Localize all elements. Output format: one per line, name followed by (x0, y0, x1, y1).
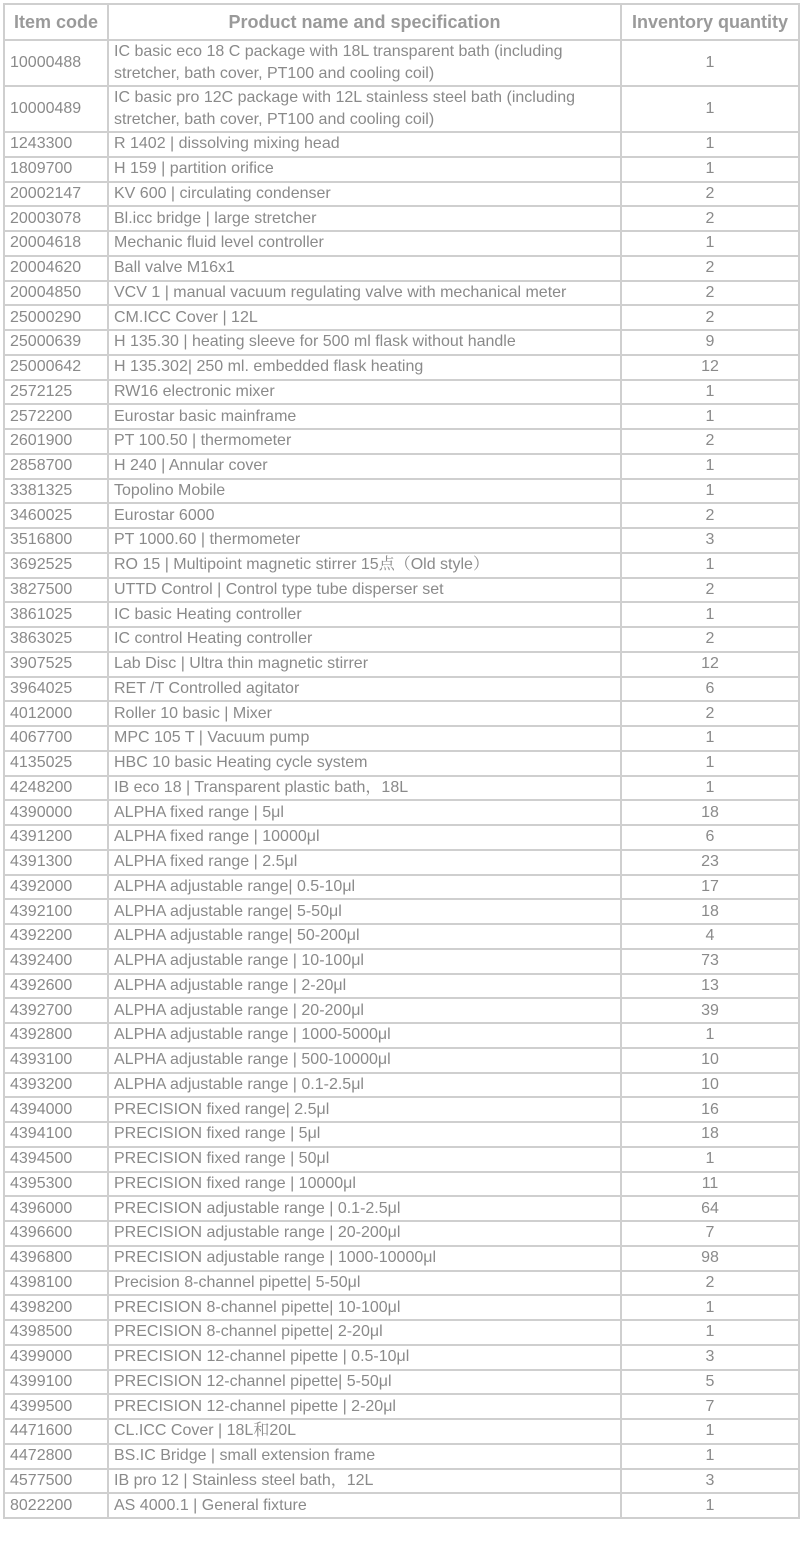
table-row (4, 578, 799, 603)
table-row (4, 1345, 799, 1370)
product-name-cell: CM.ICC Cover | 12L (108, 305, 621, 330)
product-name-cell: IB eco 18 | Transparent plastic bath，18L (108, 776, 621, 801)
item-code-cell: 4394000 (4, 1097, 108, 1122)
product-name-cell: PRECISION 8-channel pipette| 2-20μl (108, 1320, 621, 1345)
product-name-cell: Eurostar 6000 (108, 503, 621, 528)
inventory-quantity-cell: 1 (621, 479, 799, 504)
item-code-cell: 4248200 (4, 776, 108, 801)
product-name-cell: MPC 105 T | Vacuum pump (108, 726, 621, 751)
inventory-quantity-cell: 23 (621, 850, 799, 875)
product-name-cell: PRECISION 12-channel pipette | 0.5-10μl (108, 1345, 621, 1370)
table-row (4, 1295, 799, 1320)
product-name-cell: UTTD Control | Control type tube disperser set (108, 578, 621, 603)
table-row (4, 949, 799, 974)
product-name-cell: IC basic Heating controller (108, 602, 621, 627)
header-product-name: Product name and specification (108, 4, 621, 40)
inventory-quantity-cell: 1 (621, 454, 799, 479)
inventory-quantity-cell: 1 (621, 157, 799, 182)
product-name-cell: PRECISION adjustable range | 0.1-2.5μl (108, 1196, 621, 1221)
product-name-cell: Lab Disc | Ultra thin magnetic stirrer (108, 652, 621, 677)
table-row (4, 1147, 799, 1172)
table-body (4, 40, 799, 1518)
item-code-cell: 4399100 (4, 1370, 108, 1395)
item-code-cell: 4398100 (4, 1271, 108, 1296)
inventory-quantity-cell: 17 (621, 875, 799, 900)
product-name-cell: PRECISION fixed range | 10000μl (108, 1172, 621, 1197)
product-name-cell: Topolino Mobile (108, 479, 621, 504)
product-name-cell: IC basic eco 18 C package with 18L transparent bath (including stretcher, bath cover, PT100 and cooling coil) (108, 40, 621, 86)
product-name-cell: PRECISION adjustable range | 20-200μl (108, 1221, 621, 1246)
inventory-quantity-cell: 3 (621, 1469, 799, 1494)
inventory-quantity-cell: 1 (621, 231, 799, 256)
product-name-cell: PRECISION adjustable range | 1000-10000μl (108, 1246, 621, 1271)
inventory-quantity-cell: 7 (621, 1221, 799, 1246)
inventory-quantity-cell: 2 (621, 429, 799, 454)
inventory-quantity-cell: 11 (621, 1172, 799, 1197)
table-row (4, 1048, 799, 1073)
table-header (4, 4, 799, 40)
inventory-quantity-cell: 2 (621, 627, 799, 652)
item-code-cell: 4392000 (4, 875, 108, 900)
item-code-cell: 4392800 (4, 1023, 108, 1048)
item-code-cell: 4577500 (4, 1469, 108, 1494)
inventory-quantity-cell: 7 (621, 1394, 799, 1419)
product-name-cell: VCV 1 | manual vacuum regulating valve with mechanical meter (108, 281, 621, 306)
product-name-cell: ALPHA fixed range | 2.5μl (108, 850, 621, 875)
item-code-cell: 25000642 (4, 355, 108, 380)
item-code-cell: 25000290 (4, 305, 108, 330)
inventory-quantity-cell: 2 (621, 182, 799, 207)
inventory-quantity-cell: 1 (621, 776, 799, 801)
table-row (4, 553, 799, 578)
table-row (4, 330, 799, 355)
inventory-quantity-cell: 1 (621, 1444, 799, 1469)
product-name-cell: HBC 10 basic Heating cycle system (108, 751, 621, 776)
item-code-cell: 20004620 (4, 256, 108, 281)
inventory-quantity-cell: 1 (621, 751, 799, 776)
item-code-cell: 4471600 (4, 1419, 108, 1444)
table-row (4, 429, 799, 454)
product-name-cell: PRECISION 8-channel pipette| 10-100μl (108, 1295, 621, 1320)
product-name-cell: BS.IC Bridge | small extension frame (108, 1444, 621, 1469)
item-code-cell: 2601900 (4, 429, 108, 454)
table-row (4, 850, 799, 875)
item-code-cell: 2858700 (4, 454, 108, 479)
product-name-cell: PT 100.50 | thermometer (108, 429, 621, 454)
table-row (4, 875, 799, 900)
product-name-cell: AS 4000.1 | General fixture (108, 1493, 621, 1518)
item-code-cell: 20004618 (4, 231, 108, 256)
item-code-cell: 4398200 (4, 1295, 108, 1320)
product-name-cell: Mechanic fluid level controller (108, 231, 621, 256)
inventory-quantity-cell: 4 (621, 924, 799, 949)
item-code-cell: 8022200 (4, 1493, 108, 1518)
inventory-quantity-cell: 64 (621, 1196, 799, 1221)
inventory-quantity-cell: 2 (621, 256, 799, 281)
item-code-cell: 3827500 (4, 578, 108, 603)
inventory-quantity-cell: 2 (621, 305, 799, 330)
inventory-quantity-cell: 1 (621, 602, 799, 627)
inventory-quantity-cell: 73 (621, 949, 799, 974)
product-name-cell: ALPHA adjustable range| 50-200μl (108, 924, 621, 949)
inventory-quantity-cell: 10 (621, 1048, 799, 1073)
inventory-quantity-cell: 13 (621, 974, 799, 999)
table-row (4, 1073, 799, 1098)
item-code-cell: 4398500 (4, 1320, 108, 1345)
product-name-cell: Precision 8-channel pipette| 5-50μl (108, 1271, 621, 1296)
product-name-cell: IC control Heating controller (108, 627, 621, 652)
table-row (4, 206, 799, 231)
product-name-cell: KV 600 | circulating condenser (108, 182, 621, 207)
table-row (4, 479, 799, 504)
table-row (4, 1370, 799, 1395)
inventory-quantity-cell: 1 (621, 1419, 799, 1444)
product-name-cell: ALPHA adjustable range| 5-50μl (108, 899, 621, 924)
item-code-cell: 4392600 (4, 974, 108, 999)
inventory-quantity-cell: 1 (621, 1493, 799, 1518)
table-row (4, 1097, 799, 1122)
inventory-table-container (3, 3, 798, 1519)
inventory-quantity-cell: 12 (621, 652, 799, 677)
table-row (4, 528, 799, 553)
inventory-quantity-cell: 3 (621, 1345, 799, 1370)
item-code-cell: 4012000 (4, 701, 108, 726)
table-row (4, 1320, 799, 1345)
item-code-cell: 4392200 (4, 924, 108, 949)
item-code-cell: 20002147 (4, 182, 108, 207)
item-code-cell: 3460025 (4, 503, 108, 528)
product-name-cell: H 135.30 | heating sleeve for 500 ml flask without handle (108, 330, 621, 355)
item-code-cell: 4393200 (4, 1073, 108, 1098)
table-row (4, 924, 799, 949)
table-row (4, 1493, 799, 1518)
inventory-quantity-cell: 2 (621, 1271, 799, 1296)
table-row (4, 1469, 799, 1494)
inventory-quantity-cell: 18 (621, 800, 799, 825)
item-code-cell: 4396000 (4, 1196, 108, 1221)
item-code-cell: 3516800 (4, 528, 108, 553)
inventory-quantity-cell: 10 (621, 1073, 799, 1098)
table-row (4, 751, 799, 776)
item-code-cell: 4392400 (4, 949, 108, 974)
item-code-cell: 1809700 (4, 157, 108, 182)
item-code-cell: 3964025 (4, 677, 108, 702)
product-name-cell: ALPHA adjustable range | 10-100μl (108, 949, 621, 974)
table-row (4, 86, 799, 132)
inventory-quantity-cell: 2 (621, 701, 799, 726)
table-row (4, 677, 799, 702)
item-code-cell: 4391200 (4, 825, 108, 850)
item-code-cell: 4135025 (4, 751, 108, 776)
item-code-cell: 4394100 (4, 1122, 108, 1147)
product-name-cell: Roller 10 basic | Mixer (108, 701, 621, 726)
inventory-quantity-cell: 2 (621, 503, 799, 528)
inventory-quantity-cell: 3 (621, 528, 799, 553)
product-name-cell: RET /T Controlled agitator (108, 677, 621, 702)
inventory-quantity-cell: 1 (621, 380, 799, 405)
inventory-quantity-cell: 18 (621, 1122, 799, 1147)
inventory-quantity-cell: 16 (621, 1097, 799, 1122)
inventory-quantity-cell: 1 (621, 1023, 799, 1048)
product-name-cell: ALPHA adjustable range | 500-10000μl (108, 1048, 621, 1073)
inventory-quantity-cell: 5 (621, 1370, 799, 1395)
table-row (4, 1122, 799, 1147)
header-inventory-quantity: Inventory quantity (621, 4, 799, 40)
inventory-quantity-cell: 1 (621, 86, 799, 132)
inventory-quantity-cell: 6 (621, 677, 799, 702)
item-code-cell: 20004850 (4, 281, 108, 306)
inventory-quantity-cell: 1 (621, 1320, 799, 1345)
table-row (4, 974, 799, 999)
table-row (4, 454, 799, 479)
header-row (4, 4, 799, 40)
product-name-cell: Eurostar basic mainframe (108, 404, 621, 429)
table-row (4, 1271, 799, 1296)
table-row (4, 404, 799, 429)
product-name-cell: PT 1000.60 | thermometer (108, 528, 621, 553)
item-code-cell: 4392100 (4, 899, 108, 924)
table-row (4, 701, 799, 726)
table-row (4, 726, 799, 751)
product-name-cell: ALPHA adjustable range | 20-200μl (108, 998, 621, 1023)
item-code-cell: 4392700 (4, 998, 108, 1023)
item-code-cell: 3861025 (4, 602, 108, 627)
product-name-cell: Bl.icc bridge | large stretcher (108, 206, 621, 231)
item-code-cell: 4394500 (4, 1147, 108, 1172)
item-code-cell: 4391300 (4, 850, 108, 875)
inventory-quantity-cell: 1 (621, 132, 799, 157)
table-row (4, 800, 799, 825)
table-row (4, 503, 799, 528)
inventory-quantity-cell: 1 (621, 553, 799, 578)
inventory-quantity-cell: 6 (621, 825, 799, 850)
product-name-cell: PRECISION fixed range| 2.5μl (108, 1097, 621, 1122)
inventory-quantity-cell: 2 (621, 578, 799, 603)
table-row (4, 652, 799, 677)
item-code-cell: 4393100 (4, 1048, 108, 1073)
product-name-cell: H 135.302| 250 ml. embedded flask heating (108, 355, 621, 380)
item-code-cell: 20003078 (4, 206, 108, 231)
table-row (4, 602, 799, 627)
inventory-quantity-cell: 18 (621, 899, 799, 924)
table-row (4, 281, 799, 306)
table-row (4, 1221, 799, 1246)
inventory-quantity-cell: 1 (621, 404, 799, 429)
inventory-quantity-cell: 1 (621, 40, 799, 86)
inventory-quantity-cell: 2 (621, 206, 799, 231)
product-name-cell: PRECISION fixed range | 50μl (108, 1147, 621, 1172)
product-name-cell: IB pro 12 | Stainless steel bath，12L (108, 1469, 621, 1494)
item-code-cell: 3692525 (4, 553, 108, 578)
item-code-cell: 4396800 (4, 1246, 108, 1271)
product-name-cell: PRECISION fixed range | 5μl (108, 1122, 621, 1147)
table-row (4, 40, 799, 86)
item-code-cell: 4472800 (4, 1444, 108, 1469)
item-code-cell: 4399000 (4, 1345, 108, 1370)
table-row (4, 1444, 799, 1469)
product-name-cell: CL.ICC Cover | 18L和20L (108, 1419, 621, 1444)
item-code-cell: 3863025 (4, 627, 108, 652)
product-name-cell: ALPHA adjustable range| 0.5-10μl (108, 875, 621, 900)
table-row (4, 256, 799, 281)
header-item-code: Item code (4, 4, 108, 40)
product-name-cell: PRECISION 12-channel pipette| 5-50μl (108, 1370, 621, 1395)
product-name-cell: ALPHA adjustable range | 1000-5000μl (108, 1023, 621, 1048)
table-row (4, 132, 799, 157)
inventory-quantity-cell: 98 (621, 1246, 799, 1271)
table-row (4, 627, 799, 652)
inventory-quantity-cell: 1 (621, 726, 799, 751)
table-row (4, 231, 799, 256)
product-name-cell: PRECISION 12-channel pipette | 2-20μl (108, 1394, 621, 1419)
inventory-quantity-cell: 12 (621, 355, 799, 380)
table-row (4, 1246, 799, 1271)
table-row (4, 998, 799, 1023)
item-code-cell: 2572200 (4, 404, 108, 429)
product-name-cell: H 240 | Annular cover (108, 454, 621, 479)
table-row (4, 776, 799, 801)
item-code-cell: 25000639 (4, 330, 108, 355)
table-row (4, 825, 799, 850)
product-name-cell: ALPHA adjustable range | 2-20μl (108, 974, 621, 999)
table-row (4, 355, 799, 380)
table-row (4, 182, 799, 207)
item-code-cell: 10000488 (4, 40, 108, 86)
table-row (4, 305, 799, 330)
product-name-cell: RW16 electronic mixer (108, 380, 621, 405)
table-row (4, 1196, 799, 1221)
product-name-cell: ALPHA adjustable range | 0.1-2.5μl (108, 1073, 621, 1098)
table-row (4, 1419, 799, 1444)
product-name-cell: RO 15 | Multipoint magnetic stirrer 15点（Old style） (108, 553, 621, 578)
inventory-quantity-cell: 1 (621, 1295, 799, 1320)
inventory-quantity-cell: 1 (621, 1147, 799, 1172)
table-row (4, 157, 799, 182)
item-code-cell: 4396600 (4, 1221, 108, 1246)
item-code-cell: 4067700 (4, 726, 108, 751)
item-code-cell: 10000489 (4, 86, 108, 132)
product-name-cell: ALPHA fixed range | 10000μl (108, 825, 621, 850)
item-code-cell: 3907525 (4, 652, 108, 677)
item-code-cell: 4390000 (4, 800, 108, 825)
table-row (4, 1172, 799, 1197)
table-row (4, 1394, 799, 1419)
item-code-cell: 3381325 (4, 479, 108, 504)
inventory-quantity-cell: 9 (621, 330, 799, 355)
table-row (4, 1023, 799, 1048)
product-name-cell: R 1402 | dissolving mixing head (108, 132, 621, 157)
product-name-cell: IC basic pro 12C package with 12L stainless steel bath (including stretcher, bath cover, PT100 and cooling coil) (108, 86, 621, 132)
table-row (4, 380, 799, 405)
product-name-cell: ALPHA fixed range | 5μl (108, 800, 621, 825)
item-code-cell: 2572125 (4, 380, 108, 405)
inventory-quantity-cell: 2 (621, 281, 799, 306)
product-name-cell: Ball valve M16x1 (108, 256, 621, 281)
item-code-cell: 4399500 (4, 1394, 108, 1419)
table-row (4, 899, 799, 924)
inventory-table (3, 3, 800, 1519)
item-code-cell: 4395300 (4, 1172, 108, 1197)
product-name-cell: H 159 | partition orifice (108, 157, 621, 182)
item-code-cell: 1243300 (4, 132, 108, 157)
inventory-quantity-cell: 39 (621, 998, 799, 1023)
